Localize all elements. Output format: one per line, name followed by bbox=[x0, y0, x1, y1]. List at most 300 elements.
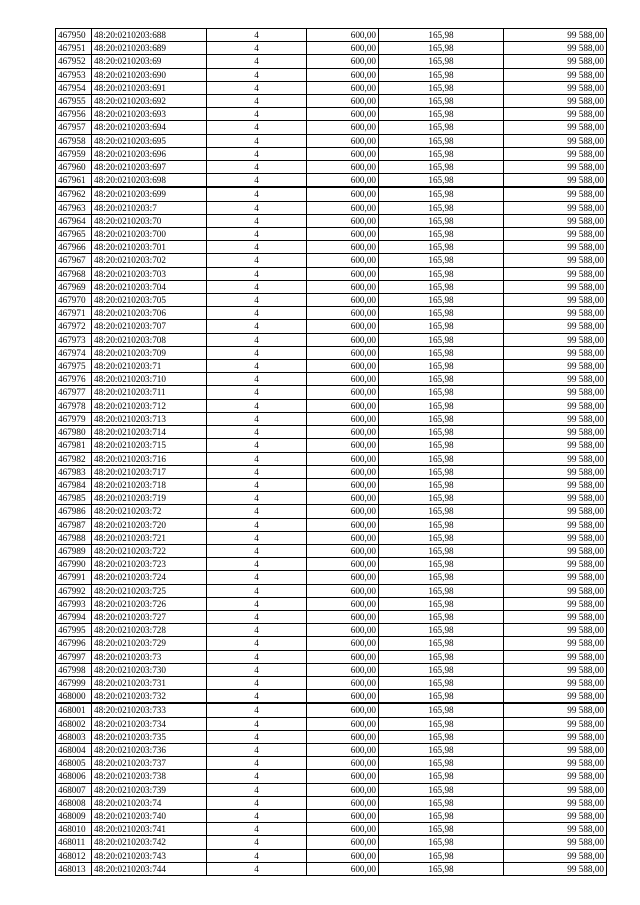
sum-cell: 99 588,00 bbox=[504, 346, 607, 359]
count-cell: 4 bbox=[207, 571, 307, 584]
sum-cell: 99 588,00 bbox=[504, 373, 607, 386]
count-cell: 4 bbox=[207, 426, 307, 439]
row-number-cell: 467970 bbox=[56, 294, 92, 307]
cadastral-number-cell: 48:20:0210203:725 bbox=[92, 584, 207, 597]
count-cell: 4 bbox=[207, 862, 307, 875]
area-cell: 600,00 bbox=[307, 346, 379, 359]
rate-cell: 165,98 bbox=[379, 730, 504, 743]
row-number-cell: 468010 bbox=[56, 823, 92, 836]
sum-cell: 99 588,00 bbox=[504, 637, 607, 650]
count-cell: 4 bbox=[207, 558, 307, 571]
area-cell: 600,00 bbox=[307, 465, 379, 478]
rate-cell: 165,98 bbox=[379, 108, 504, 121]
sum-cell: 99 588,00 bbox=[504, 663, 607, 676]
rate-cell: 165,98 bbox=[379, 478, 504, 491]
table-row bbox=[56, 399, 607, 412]
row-number-cell: 468005 bbox=[56, 757, 92, 770]
cadastral-number-cell: 48:20:0210203:692 bbox=[92, 95, 207, 108]
sum-cell: 99 588,00 bbox=[504, 676, 607, 689]
rate-cell: 165,98 bbox=[379, 531, 504, 544]
sum-cell: 99 588,00 bbox=[504, 68, 607, 81]
area-cell: 600,00 bbox=[307, 254, 379, 267]
row-number-cell: 467965 bbox=[56, 228, 92, 241]
rate-cell: 165,98 bbox=[379, 610, 504, 623]
cadastral-number-cell: 48:20:0210203:736 bbox=[92, 743, 207, 756]
cadastral-number-cell: 48:20:0210203:716 bbox=[92, 452, 207, 465]
row-number-cell: 467993 bbox=[56, 597, 92, 610]
cadastral-number-cell: 48:20:0210203:69 bbox=[92, 55, 207, 68]
count-cell: 4 bbox=[207, 439, 307, 452]
table-row bbox=[56, 68, 607, 81]
sum-cell: 99 588,00 bbox=[504, 294, 607, 307]
rate-cell: 165,98 bbox=[379, 320, 504, 333]
count-cell: 4 bbox=[207, 584, 307, 597]
sum-cell: 99 588,00 bbox=[504, 452, 607, 465]
row-number-cell: 468012 bbox=[56, 849, 92, 862]
table-row bbox=[56, 81, 607, 94]
table-row bbox=[56, 518, 607, 531]
area-cell: 600,00 bbox=[307, 55, 379, 68]
cadastral-number-cell: 48:20:0210203:738 bbox=[92, 770, 207, 783]
area-cell: 600,00 bbox=[307, 809, 379, 822]
registry-table bbox=[55, 28, 607, 876]
cadastral-number-cell: 48:20:0210203:700 bbox=[92, 228, 207, 241]
rate-cell: 165,98 bbox=[379, 201, 504, 214]
rate-cell: 165,98 bbox=[379, 823, 504, 836]
table-row bbox=[56, 426, 607, 439]
table-row bbox=[56, 492, 607, 505]
row-number-cell: 467972 bbox=[56, 320, 92, 333]
row-number-cell: 467990 bbox=[56, 558, 92, 571]
count-cell: 4 bbox=[207, 492, 307, 505]
count-cell: 4 bbox=[207, 280, 307, 293]
table-row bbox=[56, 558, 607, 571]
sum-cell: 99 588,00 bbox=[504, 531, 607, 544]
rate-cell: 165,98 bbox=[379, 862, 504, 875]
cadastral-number-cell: 48:20:0210203:691 bbox=[92, 81, 207, 94]
area-cell: 600,00 bbox=[307, 294, 379, 307]
table-row bbox=[56, 544, 607, 557]
area-cell: 600,00 bbox=[307, 544, 379, 557]
count-cell: 4 bbox=[207, 307, 307, 320]
rate-cell: 165,98 bbox=[379, 333, 504, 346]
area-cell: 600,00 bbox=[307, 676, 379, 689]
rate-cell: 165,98 bbox=[379, 703, 504, 717]
row-number-cell: 468013 bbox=[56, 862, 92, 875]
count-cell: 4 bbox=[207, 386, 307, 399]
sum-cell: 99 588,00 bbox=[504, 757, 607, 770]
sum-cell: 99 588,00 bbox=[504, 770, 607, 783]
count-cell: 4 bbox=[207, 743, 307, 756]
table-row bbox=[56, 610, 607, 623]
cadastral-number-cell: 48:20:0210203:690 bbox=[92, 68, 207, 81]
table-row bbox=[56, 770, 607, 783]
cadastral-number-cell: 48:20:0210203:737 bbox=[92, 757, 207, 770]
sum-cell: 99 588,00 bbox=[504, 386, 607, 399]
row-number-cell: 467982 bbox=[56, 452, 92, 465]
table-row bbox=[56, 663, 607, 676]
row-number-cell: 467974 bbox=[56, 346, 92, 359]
rate-cell: 165,98 bbox=[379, 68, 504, 81]
cadastral-number-cell: 48:20:0210203:709 bbox=[92, 346, 207, 359]
table-row bbox=[56, 624, 607, 637]
area-cell: 600,00 bbox=[307, 228, 379, 241]
sum-cell: 99 588,00 bbox=[504, 597, 607, 610]
sum-cell: 99 588,00 bbox=[504, 862, 607, 875]
table-row bbox=[56, 849, 607, 862]
sum-cell: 99 588,00 bbox=[504, 518, 607, 531]
cadastral-number-cell: 48:20:0210203:693 bbox=[92, 108, 207, 121]
sum-cell: 99 588,00 bbox=[504, 703, 607, 717]
rate-cell: 165,98 bbox=[379, 650, 504, 663]
cadastral-number-cell: 48:20:0210203:744 bbox=[92, 862, 207, 875]
table-row bbox=[56, 412, 607, 425]
rate-cell: 165,98 bbox=[379, 42, 504, 55]
table-row bbox=[56, 452, 607, 465]
rate-cell: 165,98 bbox=[379, 836, 504, 849]
cadastral-number-cell: 48:20:0210203:73 bbox=[92, 650, 207, 663]
cadastral-number-cell: 48:20:0210203:739 bbox=[92, 783, 207, 796]
sum-cell: 99 588,00 bbox=[504, 412, 607, 425]
area-cell: 600,00 bbox=[307, 584, 379, 597]
rate-cell: 165,98 bbox=[379, 597, 504, 610]
rate-cell: 165,98 bbox=[379, 809, 504, 822]
count-cell: 4 bbox=[207, 201, 307, 214]
count-cell: 4 bbox=[207, 478, 307, 491]
count-cell: 4 bbox=[207, 544, 307, 557]
area-cell: 600,00 bbox=[307, 610, 379, 623]
row-number-cell: 467969 bbox=[56, 280, 92, 293]
count-cell: 4 bbox=[207, 836, 307, 849]
sum-cell: 99 588,00 bbox=[504, 558, 607, 571]
count-cell: 4 bbox=[207, 770, 307, 783]
count-cell: 4 bbox=[207, 29, 307, 42]
rate-cell: 165,98 bbox=[379, 796, 504, 809]
table-row bbox=[56, 757, 607, 770]
table-row bbox=[56, 571, 607, 584]
rate-cell: 165,98 bbox=[379, 849, 504, 862]
table-row bbox=[56, 676, 607, 689]
count-cell: 4 bbox=[207, 849, 307, 862]
cadastral-number-cell: 48:20:0210203:720 bbox=[92, 518, 207, 531]
table-row bbox=[56, 29, 607, 42]
sum-cell: 99 588,00 bbox=[504, 584, 607, 597]
sum-cell: 99 588,00 bbox=[504, 267, 607, 280]
row-number-cell: 467992 bbox=[56, 584, 92, 597]
table-row bbox=[56, 373, 607, 386]
rate-cell: 165,98 bbox=[379, 147, 504, 160]
table-row bbox=[56, 174, 607, 188]
row-number-cell: 467955 bbox=[56, 95, 92, 108]
count-cell: 4 bbox=[207, 690, 307, 704]
sum-cell: 99 588,00 bbox=[504, 717, 607, 730]
row-number-cell: 467978 bbox=[56, 399, 92, 412]
area-cell: 600,00 bbox=[307, 386, 379, 399]
row-number-cell: 467998 bbox=[56, 663, 92, 676]
rate-cell: 165,98 bbox=[379, 241, 504, 254]
sum-cell: 99 588,00 bbox=[504, 796, 607, 809]
row-number-cell: 467971 bbox=[56, 307, 92, 320]
table-row bbox=[56, 280, 607, 293]
count-cell: 4 bbox=[207, 161, 307, 174]
sum-cell: 99 588,00 bbox=[504, 108, 607, 121]
table-row bbox=[56, 161, 607, 174]
cadastral-number-cell: 48:20:0210203:741 bbox=[92, 823, 207, 836]
cadastral-number-cell: 48:20:0210203:733 bbox=[92, 703, 207, 717]
count-cell: 4 bbox=[207, 465, 307, 478]
count-cell: 4 bbox=[207, 360, 307, 373]
area-cell: 600,00 bbox=[307, 439, 379, 452]
rate-cell: 165,98 bbox=[379, 386, 504, 399]
rate-cell: 165,98 bbox=[379, 214, 504, 227]
cadastral-number-cell: 48:20:0210203:698 bbox=[92, 174, 207, 188]
table-row bbox=[56, 650, 607, 663]
count-cell: 4 bbox=[207, 228, 307, 241]
cadastral-number-cell: 48:20:0210203:694 bbox=[92, 121, 207, 134]
cadastral-number-cell: 48:20:0210203:717 bbox=[92, 465, 207, 478]
area-cell: 600,00 bbox=[307, 412, 379, 425]
cadastral-number-cell: 48:20:0210203:732 bbox=[92, 690, 207, 704]
table-row bbox=[56, 214, 607, 227]
sum-cell: 99 588,00 bbox=[504, 95, 607, 108]
table-row bbox=[56, 307, 607, 320]
area-cell: 600,00 bbox=[307, 531, 379, 544]
area-cell: 600,00 bbox=[307, 518, 379, 531]
sum-cell: 99 588,00 bbox=[504, 505, 607, 518]
sum-cell: 99 588,00 bbox=[504, 320, 607, 333]
cadastral-number-cell: 48:20:0210203:71 bbox=[92, 360, 207, 373]
rate-cell: 165,98 bbox=[379, 505, 504, 518]
sum-cell: 99 588,00 bbox=[504, 280, 607, 293]
rate-cell: 165,98 bbox=[379, 399, 504, 412]
sum-cell: 99 588,00 bbox=[504, 360, 607, 373]
rate-cell: 165,98 bbox=[379, 228, 504, 241]
count-cell: 4 bbox=[207, 637, 307, 650]
sum-cell: 99 588,00 bbox=[504, 307, 607, 320]
sum-cell: 99 588,00 bbox=[504, 214, 607, 227]
sum-cell: 99 588,00 bbox=[504, 241, 607, 254]
area-cell: 600,00 bbox=[307, 360, 379, 373]
table-row bbox=[56, 95, 607, 108]
row-number-cell: 467983 bbox=[56, 465, 92, 478]
row-number-cell: 467995 bbox=[56, 624, 92, 637]
area-cell: 600,00 bbox=[307, 730, 379, 743]
table-row bbox=[56, 478, 607, 491]
table-row bbox=[56, 121, 607, 134]
area-cell: 600,00 bbox=[307, 307, 379, 320]
row-number-cell: 467999 bbox=[56, 676, 92, 689]
area-cell: 600,00 bbox=[307, 849, 379, 862]
cadastral-number-cell: 48:20:0210203:7 bbox=[92, 201, 207, 214]
rate-cell: 165,98 bbox=[379, 55, 504, 68]
cadastral-number-cell: 48:20:0210203:727 bbox=[92, 610, 207, 623]
count-cell: 4 bbox=[207, 68, 307, 81]
sum-cell: 99 588,00 bbox=[504, 690, 607, 704]
cadastral-number-cell: 48:20:0210203:703 bbox=[92, 267, 207, 280]
cadastral-number-cell: 48:20:0210203:722 bbox=[92, 544, 207, 557]
table-row bbox=[56, 439, 607, 452]
cadastral-number-cell: 48:20:0210203:715 bbox=[92, 439, 207, 452]
count-cell: 4 bbox=[207, 254, 307, 267]
rate-cell: 165,98 bbox=[379, 426, 504, 439]
row-number-cell: 467964 bbox=[56, 214, 92, 227]
area-cell: 600,00 bbox=[307, 558, 379, 571]
cadastral-number-cell: 48:20:0210203:713 bbox=[92, 412, 207, 425]
area-cell: 600,00 bbox=[307, 426, 379, 439]
area-cell: 600,00 bbox=[307, 214, 379, 227]
table-row bbox=[56, 201, 607, 214]
sum-cell: 99 588,00 bbox=[504, 174, 607, 188]
row-number-cell: 467953 bbox=[56, 68, 92, 81]
count-cell: 4 bbox=[207, 346, 307, 359]
table-row bbox=[56, 584, 607, 597]
table-row bbox=[56, 703, 607, 717]
rate-cell: 165,98 bbox=[379, 544, 504, 557]
sum-cell: 99 588,00 bbox=[504, 809, 607, 822]
sum-cell: 99 588,00 bbox=[504, 254, 607, 267]
row-number-cell: 467996 bbox=[56, 637, 92, 650]
count-cell: 4 bbox=[207, 147, 307, 160]
row-number-cell: 467960 bbox=[56, 161, 92, 174]
area-cell: 600,00 bbox=[307, 663, 379, 676]
area-cell: 600,00 bbox=[307, 161, 379, 174]
table-row bbox=[56, 346, 607, 359]
cadastral-number-cell: 48:20:0210203:697 bbox=[92, 161, 207, 174]
sum-cell: 99 588,00 bbox=[504, 81, 607, 94]
count-cell: 4 bbox=[207, 81, 307, 94]
table-row bbox=[56, 505, 607, 518]
rate-cell: 165,98 bbox=[379, 518, 504, 531]
sum-cell: 99 588,00 bbox=[504, 783, 607, 796]
rate-cell: 165,98 bbox=[379, 571, 504, 584]
count-cell: 4 bbox=[207, 121, 307, 134]
count-cell: 4 bbox=[207, 55, 307, 68]
count-cell: 4 bbox=[207, 452, 307, 465]
table-row bbox=[56, 228, 607, 241]
rate-cell: 165,98 bbox=[379, 637, 504, 650]
area-cell: 600,00 bbox=[307, 836, 379, 849]
area-cell: 600,00 bbox=[307, 743, 379, 756]
row-number-cell: 468002 bbox=[56, 717, 92, 730]
row-number-cell: 467986 bbox=[56, 505, 92, 518]
table-row bbox=[56, 690, 607, 704]
rate-cell: 165,98 bbox=[379, 584, 504, 597]
row-number-cell: 467975 bbox=[56, 360, 92, 373]
area-cell: 600,00 bbox=[307, 597, 379, 610]
rate-cell: 165,98 bbox=[379, 360, 504, 373]
cadastral-number-cell: 48:20:0210203:710 bbox=[92, 373, 207, 386]
count-cell: 4 bbox=[207, 42, 307, 55]
count-cell: 4 bbox=[207, 399, 307, 412]
row-number-cell: 467987 bbox=[56, 518, 92, 531]
sum-cell: 99 588,00 bbox=[504, 836, 607, 849]
cadastral-number-cell: 48:20:0210203:726 bbox=[92, 597, 207, 610]
rate-cell: 165,98 bbox=[379, 439, 504, 452]
row-number-cell: 467968 bbox=[56, 267, 92, 280]
cadastral-number-cell: 48:20:0210203:721 bbox=[92, 531, 207, 544]
rate-cell: 165,98 bbox=[379, 676, 504, 689]
rate-cell: 165,98 bbox=[379, 307, 504, 320]
row-number-cell: 467956 bbox=[56, 108, 92, 121]
count-cell: 4 bbox=[207, 412, 307, 425]
area-cell: 600,00 bbox=[307, 373, 379, 386]
count-cell: 4 bbox=[207, 650, 307, 663]
sum-cell: 99 588,00 bbox=[504, 399, 607, 412]
row-number-cell: 467959 bbox=[56, 147, 92, 160]
row-number-cell: 467984 bbox=[56, 478, 92, 491]
table-row bbox=[56, 809, 607, 822]
count-cell: 4 bbox=[207, 597, 307, 610]
rate-cell: 165,98 bbox=[379, 770, 504, 783]
sum-cell: 99 588,00 bbox=[504, 42, 607, 55]
table-row bbox=[56, 743, 607, 756]
sum-cell: 99 588,00 bbox=[504, 187, 607, 201]
area-cell: 600,00 bbox=[307, 862, 379, 875]
count-cell: 4 bbox=[207, 294, 307, 307]
row-number-cell: 467980 bbox=[56, 426, 92, 439]
area-cell: 600,00 bbox=[307, 147, 379, 160]
area-cell: 600,00 bbox=[307, 68, 379, 81]
cadastral-number-cell: 48:20:0210203:712 bbox=[92, 399, 207, 412]
sum-cell: 99 588,00 bbox=[504, 849, 607, 862]
area-cell: 600,00 bbox=[307, 187, 379, 201]
sum-cell: 99 588,00 bbox=[504, 465, 607, 478]
area-cell: 600,00 bbox=[307, 267, 379, 280]
cadastral-number-cell: 48:20:0210203:719 bbox=[92, 492, 207, 505]
count-cell: 4 bbox=[207, 823, 307, 836]
count-cell: 4 bbox=[207, 267, 307, 280]
area-cell: 600,00 bbox=[307, 690, 379, 704]
table-row bbox=[56, 108, 607, 121]
rate-cell: 165,98 bbox=[379, 81, 504, 94]
rate-cell: 165,98 bbox=[379, 465, 504, 478]
area-cell: 600,00 bbox=[307, 624, 379, 637]
sum-cell: 99 588,00 bbox=[504, 333, 607, 346]
count-cell: 4 bbox=[207, 187, 307, 201]
rate-cell: 165,98 bbox=[379, 174, 504, 188]
row-number-cell: 468004 bbox=[56, 743, 92, 756]
cadastral-number-cell: 48:20:0210203:74 bbox=[92, 796, 207, 809]
count-cell: 4 bbox=[207, 796, 307, 809]
table-row bbox=[56, 42, 607, 55]
row-number-cell: 467979 bbox=[56, 412, 92, 425]
row-number-cell: 467954 bbox=[56, 81, 92, 94]
area-cell: 600,00 bbox=[307, 796, 379, 809]
area-cell: 600,00 bbox=[307, 637, 379, 650]
row-number-cell: 468007 bbox=[56, 783, 92, 796]
rate-cell: 165,98 bbox=[379, 346, 504, 359]
sum-cell: 99 588,00 bbox=[504, 743, 607, 756]
count-cell: 4 bbox=[207, 610, 307, 623]
cadastral-number-cell: 48:20:0210203:718 bbox=[92, 478, 207, 491]
cadastral-number-cell: 48:20:0210203:724 bbox=[92, 571, 207, 584]
row-number-cell: 467973 bbox=[56, 333, 92, 346]
table-row bbox=[56, 254, 607, 267]
sum-cell: 99 588,00 bbox=[504, 121, 607, 134]
table-row bbox=[56, 717, 607, 730]
area-cell: 600,00 bbox=[307, 81, 379, 94]
row-number-cell: 468000 bbox=[56, 690, 92, 704]
row-number-cell: 467957 bbox=[56, 121, 92, 134]
sum-cell: 99 588,00 bbox=[504, 730, 607, 743]
cadastral-number-cell: 48:20:0210203:701 bbox=[92, 241, 207, 254]
cadastral-number-cell: 48:20:0210203:731 bbox=[92, 676, 207, 689]
rate-cell: 165,98 bbox=[379, 783, 504, 796]
count-cell: 4 bbox=[207, 320, 307, 333]
count-cell: 4 bbox=[207, 95, 307, 108]
table-row bbox=[56, 637, 607, 650]
area-cell: 600,00 bbox=[307, 29, 379, 42]
